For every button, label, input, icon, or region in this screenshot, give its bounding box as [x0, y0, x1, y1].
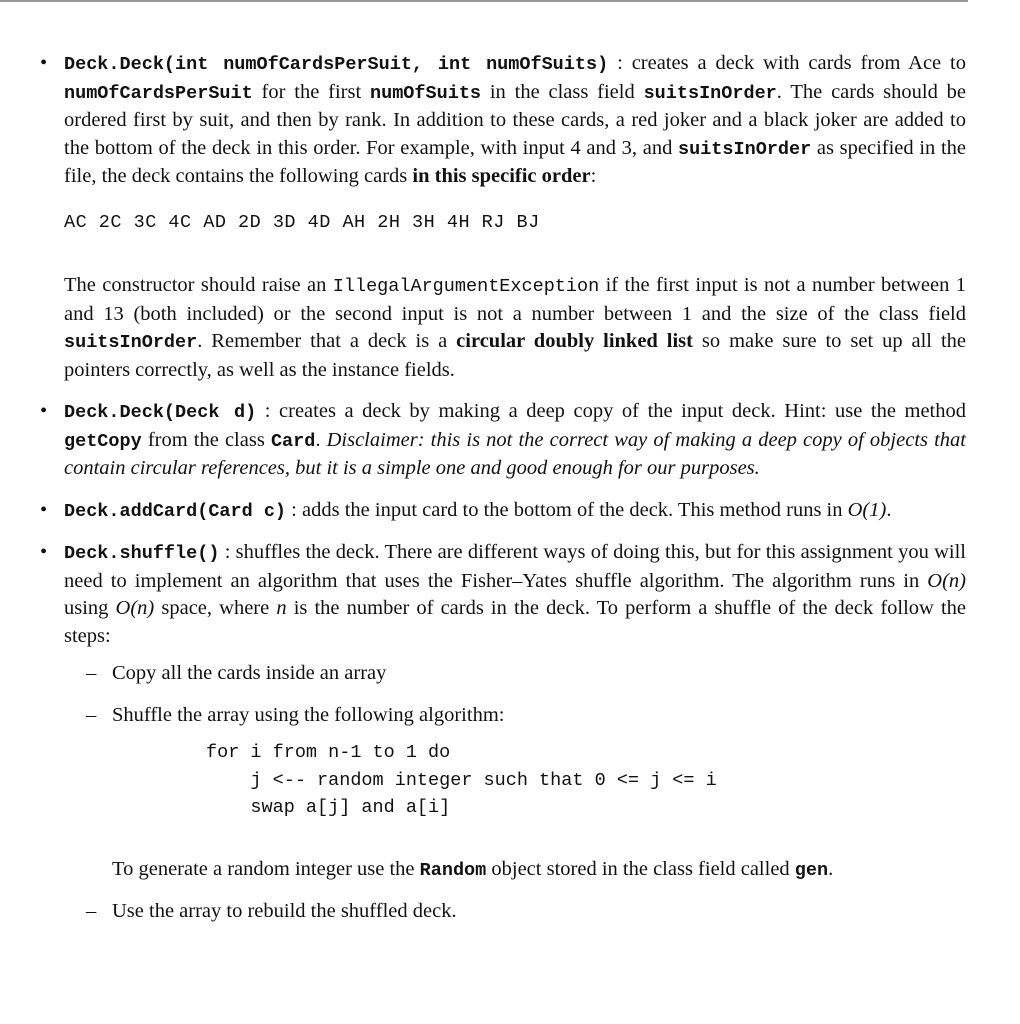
document-body	[38, 50, 966, 940]
dash-icon: –	[86, 662, 97, 684]
card-order-example: AC 2C 3C 4C AD 2D 3D 4D AH 2H 3H 4H RJ BJ	[64, 211, 540, 233]
fisher-yates-pseudocode: for i from n-1 to 1 do j <-- random integer such that 0 <= j <= i swap a[j] and a[i]	[206, 742, 717, 818]
bullet-icon: •	[40, 541, 48, 563]
random-generator-note: To generate a random integer use the Random object stored in the class field called gen.	[112, 857, 834, 881]
constructor-item	[38, 50, 966, 384]
bullet-icon: •	[40, 400, 48, 422]
top-rule	[0, 0, 968, 2]
copy-constructor-description: Deck.Deck(Deck d) : creates a deck by making a deep copy of the input deck. Hint: use the method getCopy from the class Card. Disclaimer: this is not the correct way of making a deep copy of objects that contain circular references, but it is a simple one and good enough for our purposes.	[64, 400, 967, 479]
add-card-description: Deck.addCard(Card c) : adds the input card to the bottom of the deck. This method runs in O(1).	[64, 498, 892, 522]
disclaimer: Disclaimer: this is not the correct way of making a deep copy of objects that contain circular references, but it is a simple one and good enough for our purposes.	[64, 428, 967, 479]
list-item: – Use the array to rebuild the shuffled deck.	[64, 898, 966, 926]
dash-icon: –	[86, 703, 97, 726]
bullet-icon: •	[40, 498, 48, 521]
copy-constructor-item	[38, 398, 966, 483]
constructor-description: Deck.Deck(int numOfCardsPerSuit, int numOfSuits) : creates a deck with cards from Ace to numOfCardsPerSuit for the first numOfSuits in the class field suitsInOrder. The cards should be ordered first by suit, and then by rank. In addition to these cards, a red joker and a black joker are added to the bottom of the deck in this order. For example, with input 4 and 3, and suitsInOrder as specified in the file, the deck contains the following cards in this specific order:	[64, 52, 966, 187]
constructor-exception-note: The constructor should raise an IllegalArgumentException if the first input is not a number between 1 and 13 (both included) or the second input is not a number between 1 and the size of the class field suitsInOrder. Remember that a deck is a circular doubly linked list so make sure to set up all the pointers correctly, as well as the instance fields.	[64, 274, 966, 381]
add-card-signature: Deck.addCard(Card c)	[64, 500, 287, 522]
list-item: – Copy all the cards inside an array	[64, 660, 966, 688]
dash-icon: –	[86, 900, 97, 922]
shuffle-item	[38, 539, 966, 926]
add-card-item	[38, 497, 966, 526]
shuffle-steps	[64, 660, 966, 926]
shuffle-description: Deck.shuffle() : shuffles the deck. There are different ways of doing this, but for this assignment you will need to implement an algorithm that uses the Fisher–Yates shuffle algorithm. The algorithm runs in O(n) using O(n) space, where n is the number of cards in the deck. To perform a shuffle of the deck follow the steps:	[64, 541, 967, 647]
shuffle-signature: Deck.shuffle()	[64, 543, 220, 564]
constructor-signature: Deck.Deck(int numOfCardsPerSuit, int numOfSuits)	[64, 54, 609, 75]
list-item: – Shuffle the array using the following algorithm: for i from n-1 to 1 do j <-- random integer such that 0 <= j <= i swap a[j] and a[i] To generate a random integer use the Random object stored in the class field called gen.	[64, 702, 966, 885]
copy-constructor-signature: Deck.Deck(Deck d)	[64, 402, 257, 423]
bullet-icon: •	[40, 52, 48, 74]
